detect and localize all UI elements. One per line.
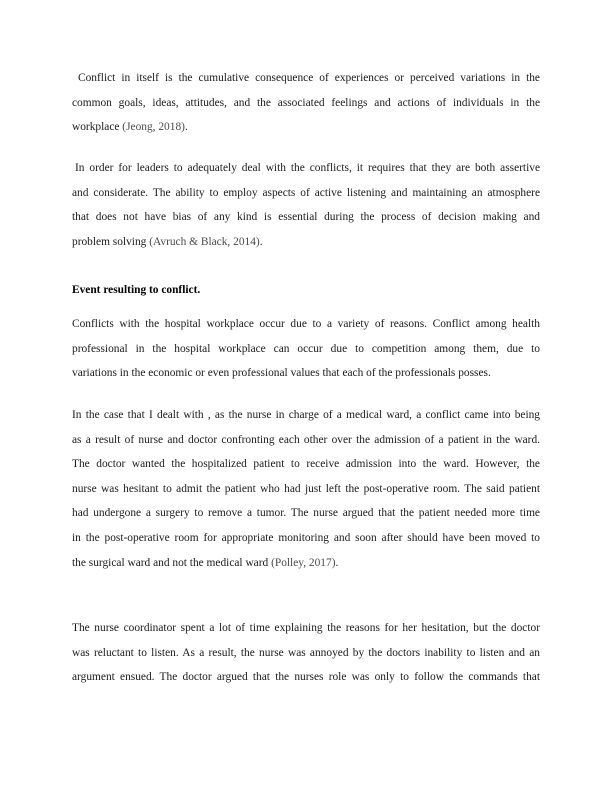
paragraph-4-line-2: as a result of nurse and doctor confronting each other over the admission of a patient in the ward. — [72, 433, 540, 446]
paragraph-1-last-text: workplace — [72, 121, 123, 134]
paragraph-3-line-1: Conflicts with the hospital workplace occur due to a variety of reasons. Conflict among health — [72, 318, 540, 330]
paragraph-1-end: . — [184, 121, 188, 134]
paragraph-3 — [72, 312, 540, 386]
paragraph-4 — [72, 403, 540, 575]
paragraph-1-line-1: Conflict in itself is the cumulative consequence of experiences or perceived variations in the — [78, 72, 540, 84]
paragraph-4-line-1: In the case that I dealt with , as the nurse in charge of a medical ward, a conflict came into being — [72, 409, 540, 421]
paragraph-4-line-4: nurse was hesitant to admit the patient who had just left the post-operative room. The said patient — [72, 482, 540, 495]
paragraph-2-line-2: and considerate. The ability to employ aspects of active listening and maintaining an atmosphere — [72, 186, 540, 199]
section-heading: Event resulting to conflict. — [72, 284, 201, 296]
paragraph-5-line-1: The nurse coordinator spent a lot of time explaining the reasons for her hesitation, but the doctor — [72, 622, 540, 634]
paragraph-5-line-3: argument ensued. The doctor argued that the nurses role was only to follow the commands that — [72, 671, 540, 684]
paragraph-3-line-2: professional in the hospital workplace can occur due to competition among them, due to — [72, 342, 540, 355]
paragraph-4-line-3: The doctor wanted the hospitalized patient to receive admission into the ward. However, the — [72, 458, 540, 471]
paragraph-5 — [72, 616, 540, 690]
paragraph-4-line-5: had undergone a surgery to remove a tumor. The nurse argued that the patient needed more time — [72, 507, 540, 520]
paragraph-1-line-3 — [72, 115, 540, 140]
paragraph-4-end: . — [335, 556, 339, 569]
paragraph-3-line-3: variations in the economic or even professional values that each of the professionals posses. — [72, 367, 491, 380]
paragraph-2-last-text: problem solving — [72, 235, 150, 248]
paragraph-5-line-2: was reluctant to listen. As a result, the nurse was annoyed by the doctors inability to listen and an — [72, 646, 540, 659]
paragraph-2-line-4 — [72, 230, 540, 255]
citation-avruch-black: (Avruch & Black, 2014) — [149, 235, 260, 248]
paragraph-2-line-1: In order for leaders to adequately deal with the conflicts, it requires that they are both assertive — [75, 162, 540, 174]
paragraph-2-line-3: that does not have bias of any kind is essential during the process of decision making and — [72, 211, 540, 224]
paragraph-4-line-6: in the post-operative room for appropriate monitoring and soon after should have been moved to — [72, 531, 540, 544]
paragraph-2-end: . — [259, 235, 263, 248]
paragraph-2 — [72, 156, 540, 254]
paragraph-1-line-2: common goals, ideas, attitudes, and the associated feelings and actions of individuals in the — [72, 96, 540, 109]
paragraph-4-last-text: the surgical ward and not the medical ward — [72, 556, 272, 569]
paragraph-1 — [72, 66, 540, 140]
citation-polley: (Polley, 2017) — [271, 556, 336, 569]
citation-jeong: (Jeong, 2018) — [122, 121, 185, 134]
paragraph-4-line-7 — [72, 551, 540, 576]
